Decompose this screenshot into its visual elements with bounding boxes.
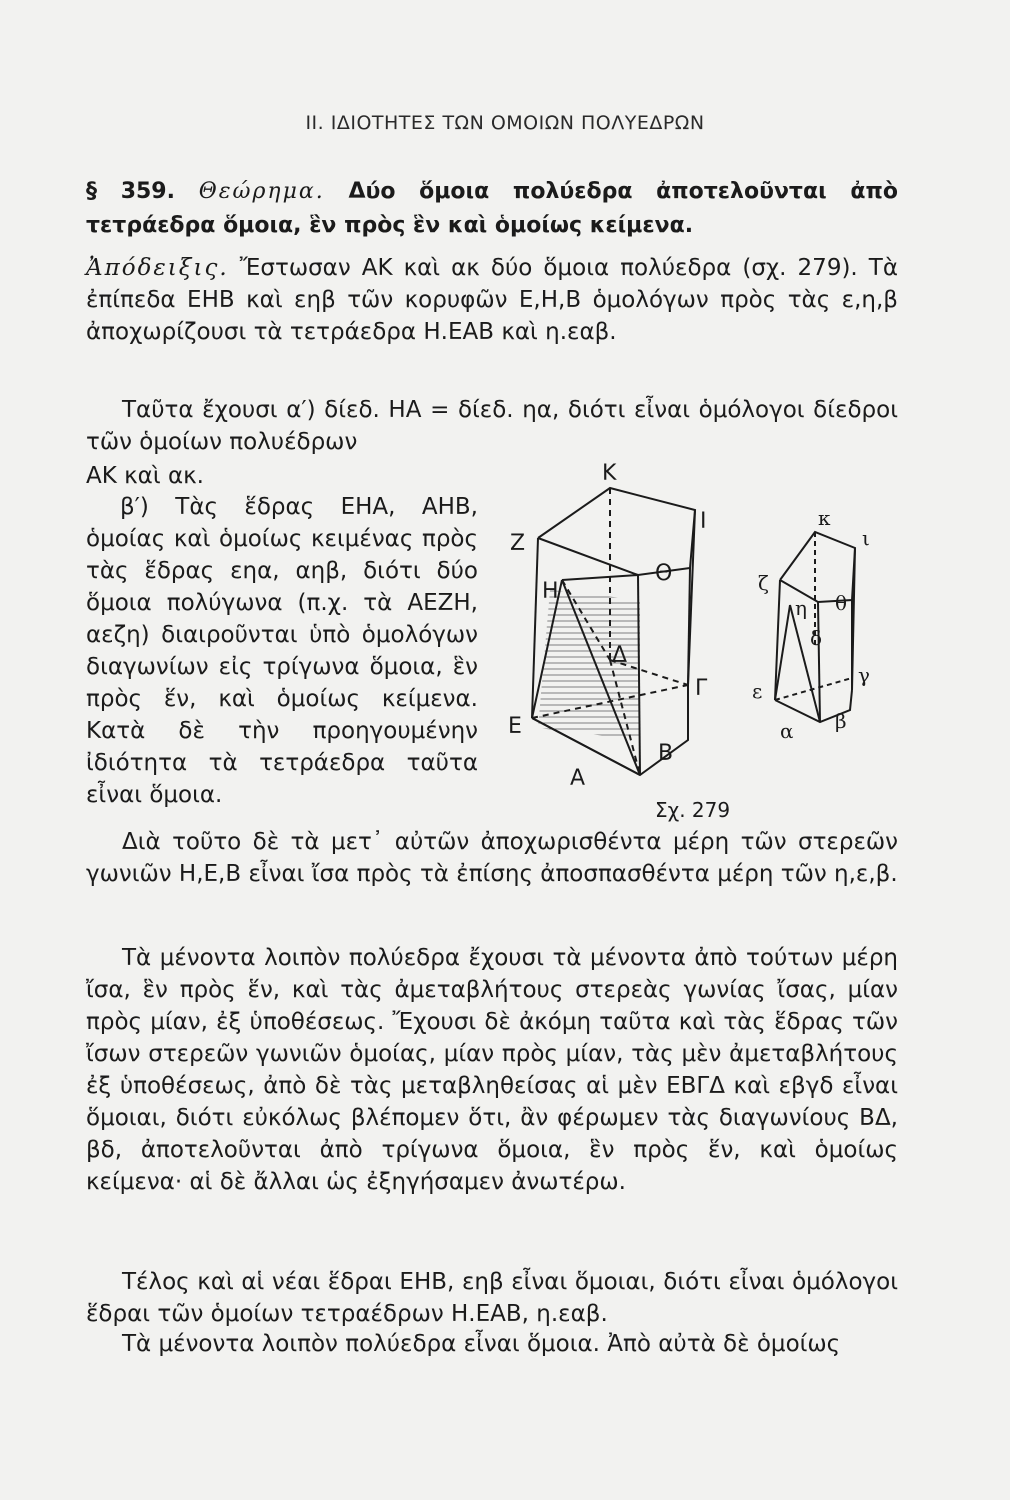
- label-delta: δ: [810, 626, 823, 650]
- paragraph-dihedral: Ταῦτα ἔχουσι α′) δίεδ. ΗΑ = δίεδ. ηα, διότι εἶναι ὁμόλογοι δίεδροι τῶν ὁμοίων πολυέδρων: [86, 397, 898, 455]
- proof-paragraph: [86, 252, 898, 348]
- figure-caption: Σχ. 279: [655, 798, 731, 822]
- label-A: Α: [570, 766, 586, 791]
- label-theta: θ: [835, 591, 848, 615]
- polyhedra-diagram: [490, 450, 910, 830]
- label-iota: ι: [862, 526, 870, 550]
- paragraph-dihedral-end: ΑΚ καὶ ακ.: [86, 463, 204, 489]
- label-zeta: ζ: [758, 571, 769, 595]
- label-K: Κ: [602, 461, 617, 486]
- paragraph-remaining-polyhedra: Τὰ μένοντα λοιπὸν πολύεδρα ἔχουσι τὰ μένοντα ἀπὸ τούτων μέρη ἴσα, ἓν πρὸς ἕν, καὶ τὰς ἀμεταβλήτους στερεὰς γωνίας ἴσας, μίαν πρὸς μίαν, ἐξ ὑποθέσεως. Ἔχουσι δὲ ἀκόμη ταῦτα καὶ τὰς ἕδρας τῶν ἴσων στερεῶν γωνιῶν ὁμοίας, μίαν πρὸς μίαν, τὰς μὲν ἀμεταβλήτους ἐξ ὑποθέσεως, ἀπὸ δὲ τὰς μεταβληθείσας αἱ μὲν ΕΒΓΔ καὶ εβγδ εἶναι ὅμοιαι, διότι εὐκόλως βλέπομεν ὅτι, ἂν φέρωμεν τὰς διαγωνίους ΒΔ, βδ, ἀποτελοῦνται ἀπὸ τρίγωνα ὅμοια, ἓν πρὸς ἕν, καὶ ὁμοίως κείμενα· αἱ δὲ ἄλλαι ὡς ἐξηγήσαμεν ἀνωτέρω.: [86, 945, 898, 1195]
- theorem-number: § 359.: [86, 179, 175, 204]
- label-eta: η: [795, 596, 807, 620]
- paragraph-faces: β′) Τὰς ἕδρας ΕΗΑ, ΑΗΒ, ὁμοίας καὶ ὁμοίως κειμένας πρὸς τὰς ἕδρας εηα, αηβ, διότι δύο ὅμοια πολύγωνα (π.χ. τὰ ΑΕΖΗ, αεζη) διαιροῦνται ὑπὸ ὁμολόγων διαγωνίων εἰς τρίγωνα ὅμοια, ἓν πρὸς ἕν, καὶ ὁμοίως κείμενα. Κατὰ δὲ τὴν προηγουμένην ἰδιότητα τὰ τετράεδρα ταῦτα εἶναι ὅμοια.: [86, 494, 478, 808]
- paragraph-new-faces: Τέλος καὶ αἱ νέαι ἕδραι ΕΗΒ, εηβ εἶναι ὅμοιαι, διότι εἶναι ὁμόλογοι ἕδραι τῶν ὁμοίων τετραέδρων Η.ΕΑΒ, η.εαβ.: [86, 1269, 898, 1327]
- label-kappa: κ: [818, 506, 831, 530]
- label-Gamma: Γ: [695, 676, 708, 701]
- label-I: Ι: [700, 509, 707, 534]
- label-Z: Ζ: [510, 531, 526, 556]
- theorem-statement: [86, 175, 898, 243]
- paragraph-parts-equal: Διὰ τοῦτο δὲ τὰ μετ᾿ αὐτῶν ἀποχωρισθέντα μέρη τῶν στερεῶν γωνιῶν Η,Ε,Β εἶναι ἴσα πρὸς τὰ ἐπίσης ἀποσπασθέντα μέρη τῶν η,ε,β.: [86, 829, 898, 887]
- label-alpha: α: [780, 719, 794, 743]
- running-header: II. ΙΔΙΟΤΗΤΕΣ ΤΩΝ ΟΜΟΙΩΝ ΠΟΛΥΕΔΡΩΝ: [305, 112, 705, 134]
- label-Delta: Δ: [612, 643, 628, 668]
- label-Theta: Θ: [655, 561, 673, 586]
- label-beta: β: [835, 709, 847, 733]
- proof-text: Ἔστωσαν ΑΚ καὶ ακ δύο ὅμοια πολύεδρα (σχ. 279). Τὰ ἐπίπεδα ΕΗΒ καὶ εηβ τῶν κορυφῶν Ε,Η,Β ὁμολόγων πρὸς τὰς ε,η,β ἀποχωρίζουσι τὰ τετράεδρα Η.ΕΑΒ καὶ η.εαβ.: [86, 255, 898, 345]
- large-polyhedron: [532, 488, 695, 775]
- proof-label: Ἀπόδειξις.: [86, 255, 229, 281]
- theorem-label: Θεώρημα.: [198, 179, 325, 204]
- paragraph-conclusion: Τὰ μένοντα λοιπὸν πολύεδρα εἶναι ὅμοια. Ἀπὸ αὐτὰ δὲ ὁμοίως: [122, 1331, 841, 1357]
- figure-279: [490, 450, 910, 830]
- label-B: Β: [658, 741, 674, 766]
- label-H: Η: [542, 579, 559, 604]
- label-E: Ε: [508, 714, 522, 739]
- label-gamma: γ: [858, 663, 870, 687]
- theorem-text: Δύο ὅμοια πολύεδρα ἀποτελοῦνται ἀπὸ τετράεδρα ὅμοια, ἓν πρὸς ἓν καὶ ὁμοίως κείμενα.: [86, 179, 898, 238]
- label-epsilon: ε: [752, 679, 763, 703]
